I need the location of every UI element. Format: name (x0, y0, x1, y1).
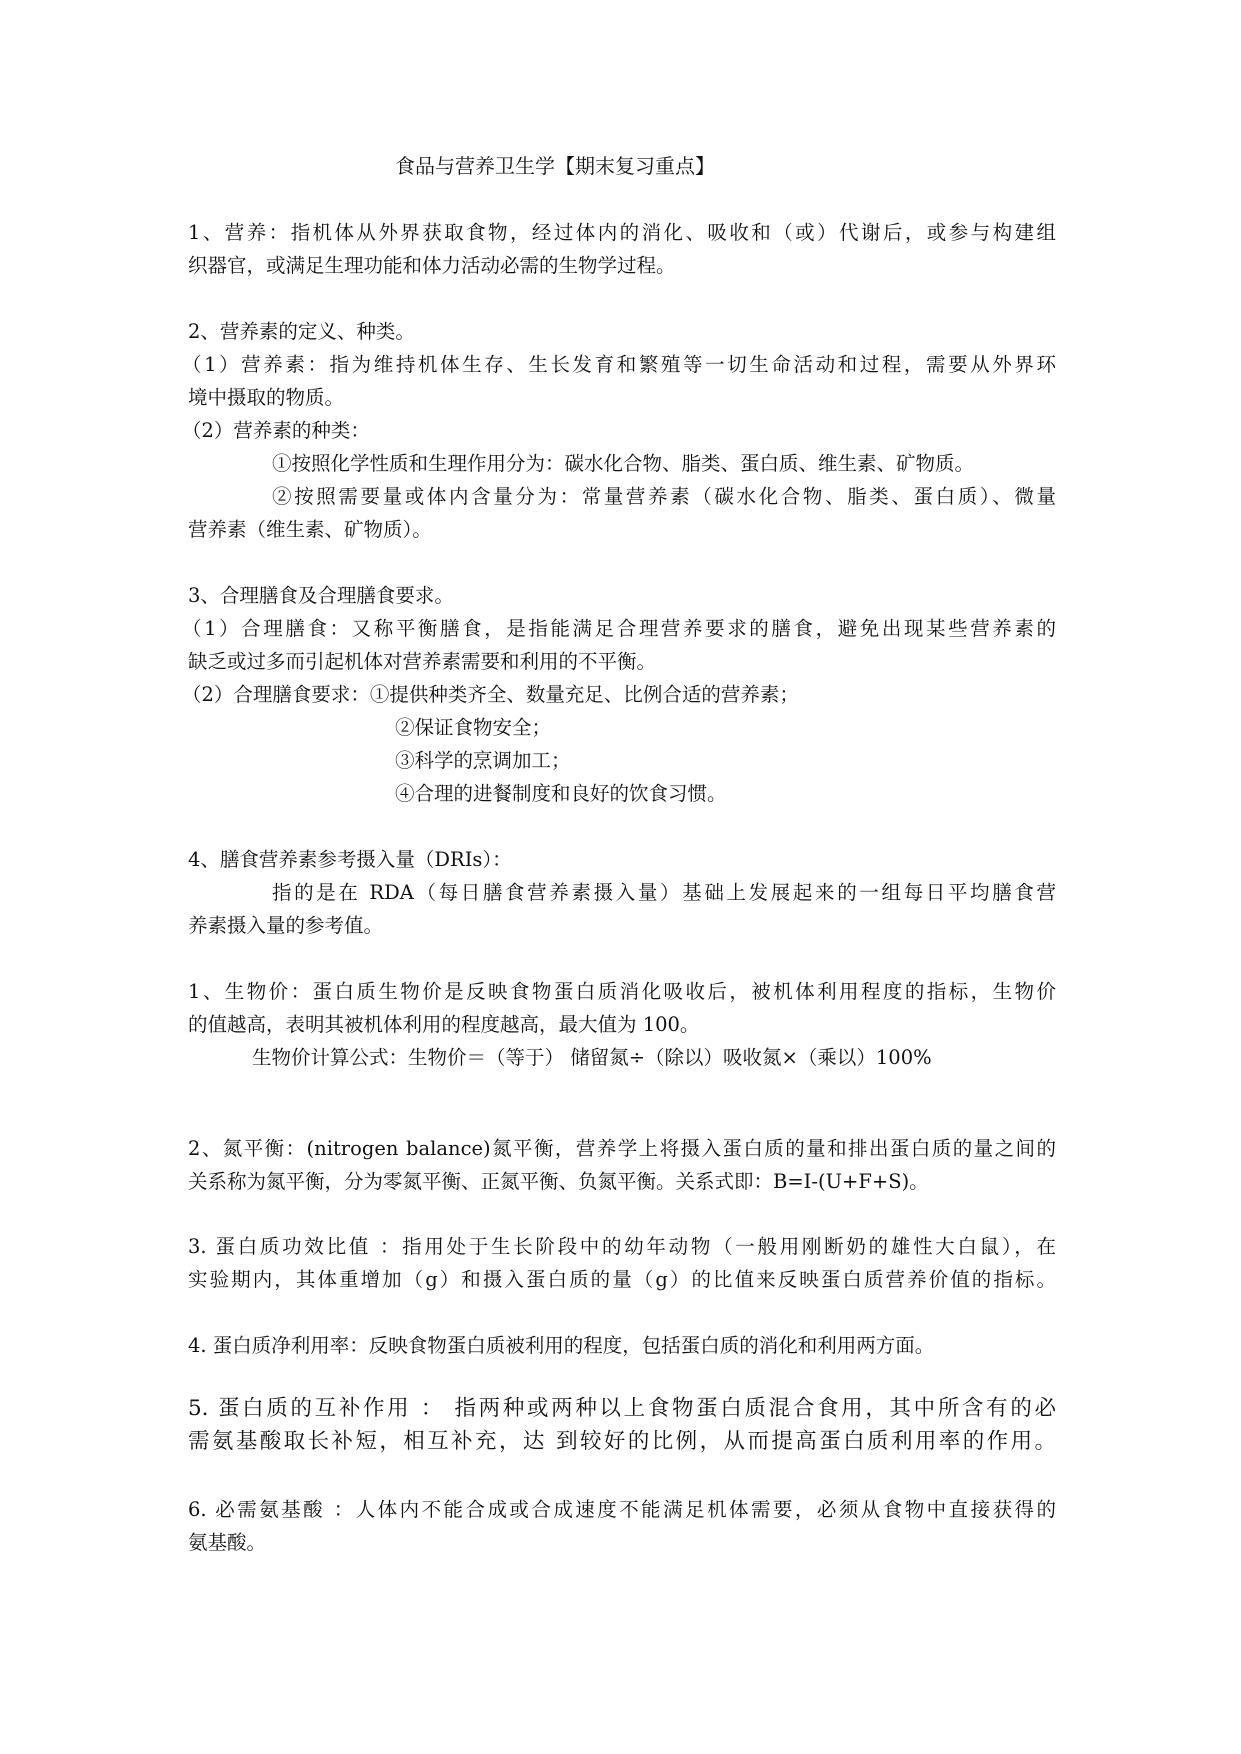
text-line: 6. 必需氨基酸 ：人体内不能合成或合成速度不能满足机体需要，必须从食物中直接获得的 (188, 1498, 1056, 1521)
text-line: 1、生物价：蛋白质生物价是反映食物蛋白质消化吸收后，被机体利用程度的指标，生物价 (188, 980, 1056, 1003)
text-line: （2）合理膳食要求：①提供种类齐全、数量充足、比例合适的营养素； (182, 683, 799, 706)
text-line: （2）营养素的种类： (182, 419, 370, 442)
text-line: 织器官，或满足生理功能和体力活动必需的生物学过程。 (188, 254, 676, 277)
text-line: 3、合理膳食及合理膳食要求。 (188, 584, 454, 607)
text-line: （1）合理膳食：又称平衡膳食，是指能满足合理营养要求的膳食，避免出现某些营养素的 (182, 617, 1056, 640)
text-line: ③科学的烹调加工； (395, 749, 571, 772)
text-line: 境中摄取的物质。 (188, 386, 345, 409)
text-line: ②保证食物安全； (395, 716, 552, 739)
text-line: ①按照化学性质和生理作用分为：碳水化合物、脂类、蛋白质、维生素、矿物质。 (272, 452, 975, 475)
text-line: ④合理的进餐制度和良好的饮食习惯。 (395, 782, 727, 805)
text-line: 3. 蛋白质功效比值 ：指用处于生长阶段中的幼年动物（一般用刚断奶的雄性大白鼠），在 (188, 1235, 1056, 1258)
text-line: 实验期内，其体重增加（g）和摄入蛋白质的量（g）的比值来反映蛋白质营养价值的指标。 (188, 1268, 1056, 1291)
text-line: 生物价计算公式：生物价＝（等于） 储留氮÷（除以）吸收氮×（乘以）100% (252, 1046, 932, 1069)
text-line: 5. 蛋白质的互补作用 ： 指两种或两种以上食物蛋白质混合食用，其中所含有的必 (188, 1396, 1056, 1421)
text-line: 4、膳食营养素参考摄入量（DRIs）： (188, 848, 512, 871)
text-line: 氨基酸。 (188, 1531, 267, 1554)
text-line: 2、营养素的定义、种类。 (188, 320, 415, 343)
text-line: 关系称为氮平衡，分为零氮平衡、正氮平衡、负氮平衡。关系式即：B=I-(U+F+S)。 (188, 1170, 929, 1193)
text-line: 4. 蛋白质净利用率：反映食物蛋白质被利用的程度，包括蛋白质的消化和利用两方面。 (188, 1334, 935, 1357)
text-line: 需氨基酸取长补短，相互补充，达 到较好的比例，从而提高蛋白质利用率的作用。 (188, 1429, 1056, 1454)
text-line: 养素摄入量的参考值。 (188, 914, 384, 937)
text-line: 营养素（维生素、矿物质）。 (188, 518, 432, 541)
text-line: 缺乏或过多而引起机体对营养素需要和利用的不平衡。 (188, 650, 657, 673)
text-line: 2、氮平衡：(nitrogen balance)氮平衡，营养学上将摄入蛋白质的量和排出蛋白质的量之间的 (188, 1137, 1056, 1160)
text-line: 指的是在 RDA（每日膳食营养素摄入量）基础上发展起来的一组每日平均膳食营 (272, 881, 1056, 904)
text-line: 的值越高，表明其被机体利用的程度越高，最大值为 100。 (188, 1013, 700, 1036)
text-line: ②按照需要量或体内含量分为：常量营养素（碳水化合物、脂类、蛋白质）、微量 (272, 485, 1056, 508)
text-line: 1、营养：指机体从外界获取食物，经过体内的消化、吸收和（或）代谢后，或参与构建组 (188, 221, 1056, 244)
document-title: 食品与营养卫生学【期末复习重点】 (395, 154, 715, 178)
text-line: （1）营养素：指为维持机体生存、生长发育和繁殖等一切生命活动和过程，需要从外界环 (182, 353, 1056, 376)
